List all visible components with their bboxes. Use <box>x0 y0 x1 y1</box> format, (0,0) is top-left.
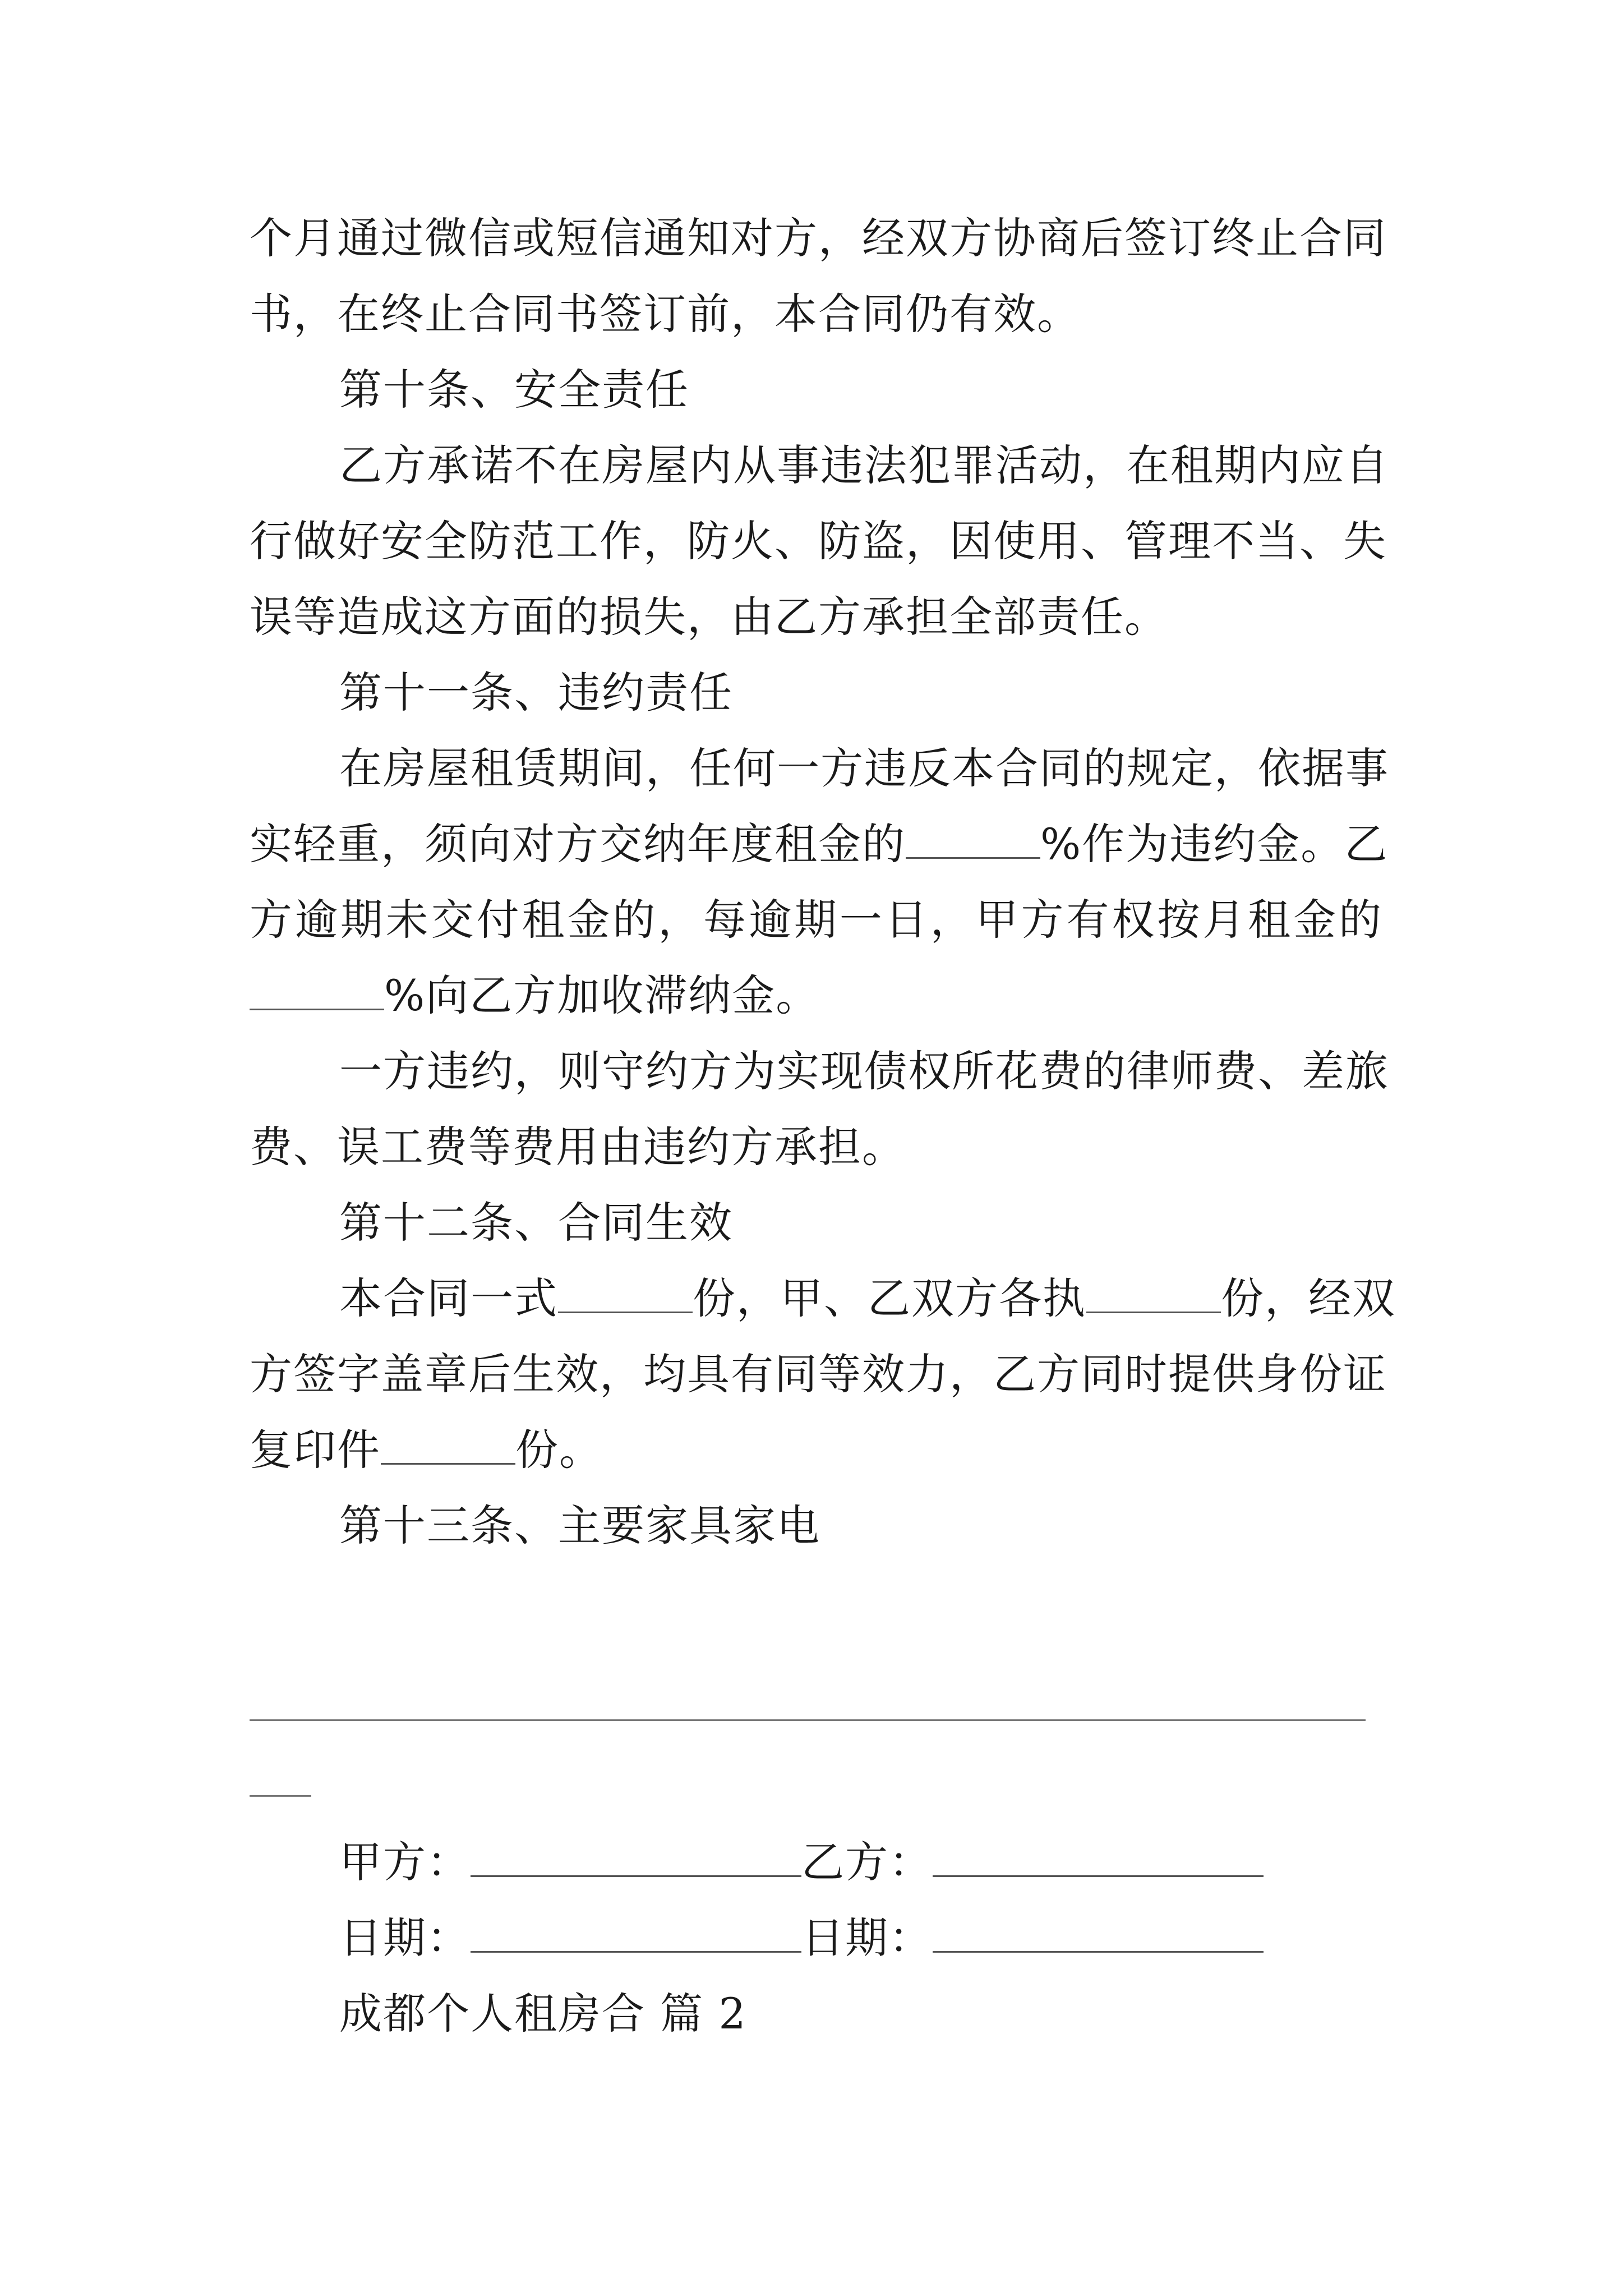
party-a-signature-field[interactable] <box>471 1841 801 1877</box>
signature-date-row <box>339 1910 1264 1966</box>
paragraph-line: 误等造成这方面的损失，由乙方承担全部责任。 <box>250 592 1168 642</box>
paragraph-line: 个月通过微信或短信通知对方，经双方协商后签订终止合同 <box>250 213 1387 263</box>
text-segment: 份，甲、乙双方各执 <box>693 1273 1086 1323</box>
section-title: 成都个人租房合 篇 2 <box>339 1989 747 2039</box>
paragraph-line: 书，在终止合同书签订前，本合同仍有效。 <box>250 289 1081 339</box>
paragraph-line <box>250 816 1388 872</box>
paragraph-line: 方签字盖章后生效，均具有同等效力，乙方同时提供身份证 <box>250 1349 1387 1399</box>
date-b-field[interactable] <box>933 1916 1264 1953</box>
fill-in-blank[interactable] <box>906 822 1040 859</box>
paragraph-line: 一方违约，则守约方为实现债权所花费的律师费、差旅 <box>339 1046 1389 1096</box>
paragraph-line <box>250 968 819 1024</box>
fill-in-rule[interactable] <box>250 1719 1366 1721</box>
text-segment: %向乙方加收滞纳金。 <box>384 970 820 1020</box>
fill-in-rule[interactable] <box>250 1795 311 1797</box>
paragraph-line <box>250 1422 603 1478</box>
party-b-signature-field[interactable] <box>933 1841 1264 1877</box>
paragraph-line: 在房屋租赁期间，任何一方违反本合同的规定，依据事 <box>339 743 1389 793</box>
paragraph-line: 乙方承诺不在房屋内从事违法犯罪活动，在租期内应自 <box>339 440 1389 490</box>
text-segment: 份。 <box>515 1425 603 1475</box>
fill-in-blank[interactable] <box>1086 1277 1221 1313</box>
text-segment: 本合同一式 <box>339 1273 558 1323</box>
article-heading: 第十二条、合同生效 <box>339 1198 733 1248</box>
date-a-label: 日期： <box>339 1913 471 1963</box>
article-heading: 第十条、安全责任 <box>339 365 689 415</box>
paragraph-line: 行做好安全防范工作，防火、防盗，因使用、管理不当、失 <box>250 516 1387 566</box>
paragraph-line: 方逾期未交付租金的，每逾期一日，甲方有权按月租金的 <box>250 895 1382 945</box>
party-a-label: 甲方： <box>339 1837 471 1887</box>
paragraph-line: 费、误工费等费用由违约方承担。 <box>250 1122 906 1172</box>
date-b-label: 日期： <box>801 1913 933 1963</box>
fill-in-blank[interactable] <box>558 1277 693 1313</box>
text-segment: 复印件 <box>250 1425 381 1475</box>
article-heading: 第十一条、违约责任 <box>339 668 733 717</box>
fill-in-blank[interactable] <box>381 1428 515 1465</box>
text-segment: 份，经双 <box>1221 1273 1396 1323</box>
text-segment: %作为违约金。乙 <box>1040 819 1389 869</box>
article-heading: 第十三条、主要家具家电 <box>339 1501 820 1550</box>
fill-in-blank[interactable] <box>250 974 384 1010</box>
paragraph-line <box>339 1271 1396 1327</box>
party-b-label: 乙方： <box>801 1837 933 1887</box>
date-a-field[interactable] <box>471 1916 801 1953</box>
text-segment: 实轻重，须向对方交纳年度租金的 <box>250 819 906 869</box>
signature-row <box>339 1834 1264 1890</box>
